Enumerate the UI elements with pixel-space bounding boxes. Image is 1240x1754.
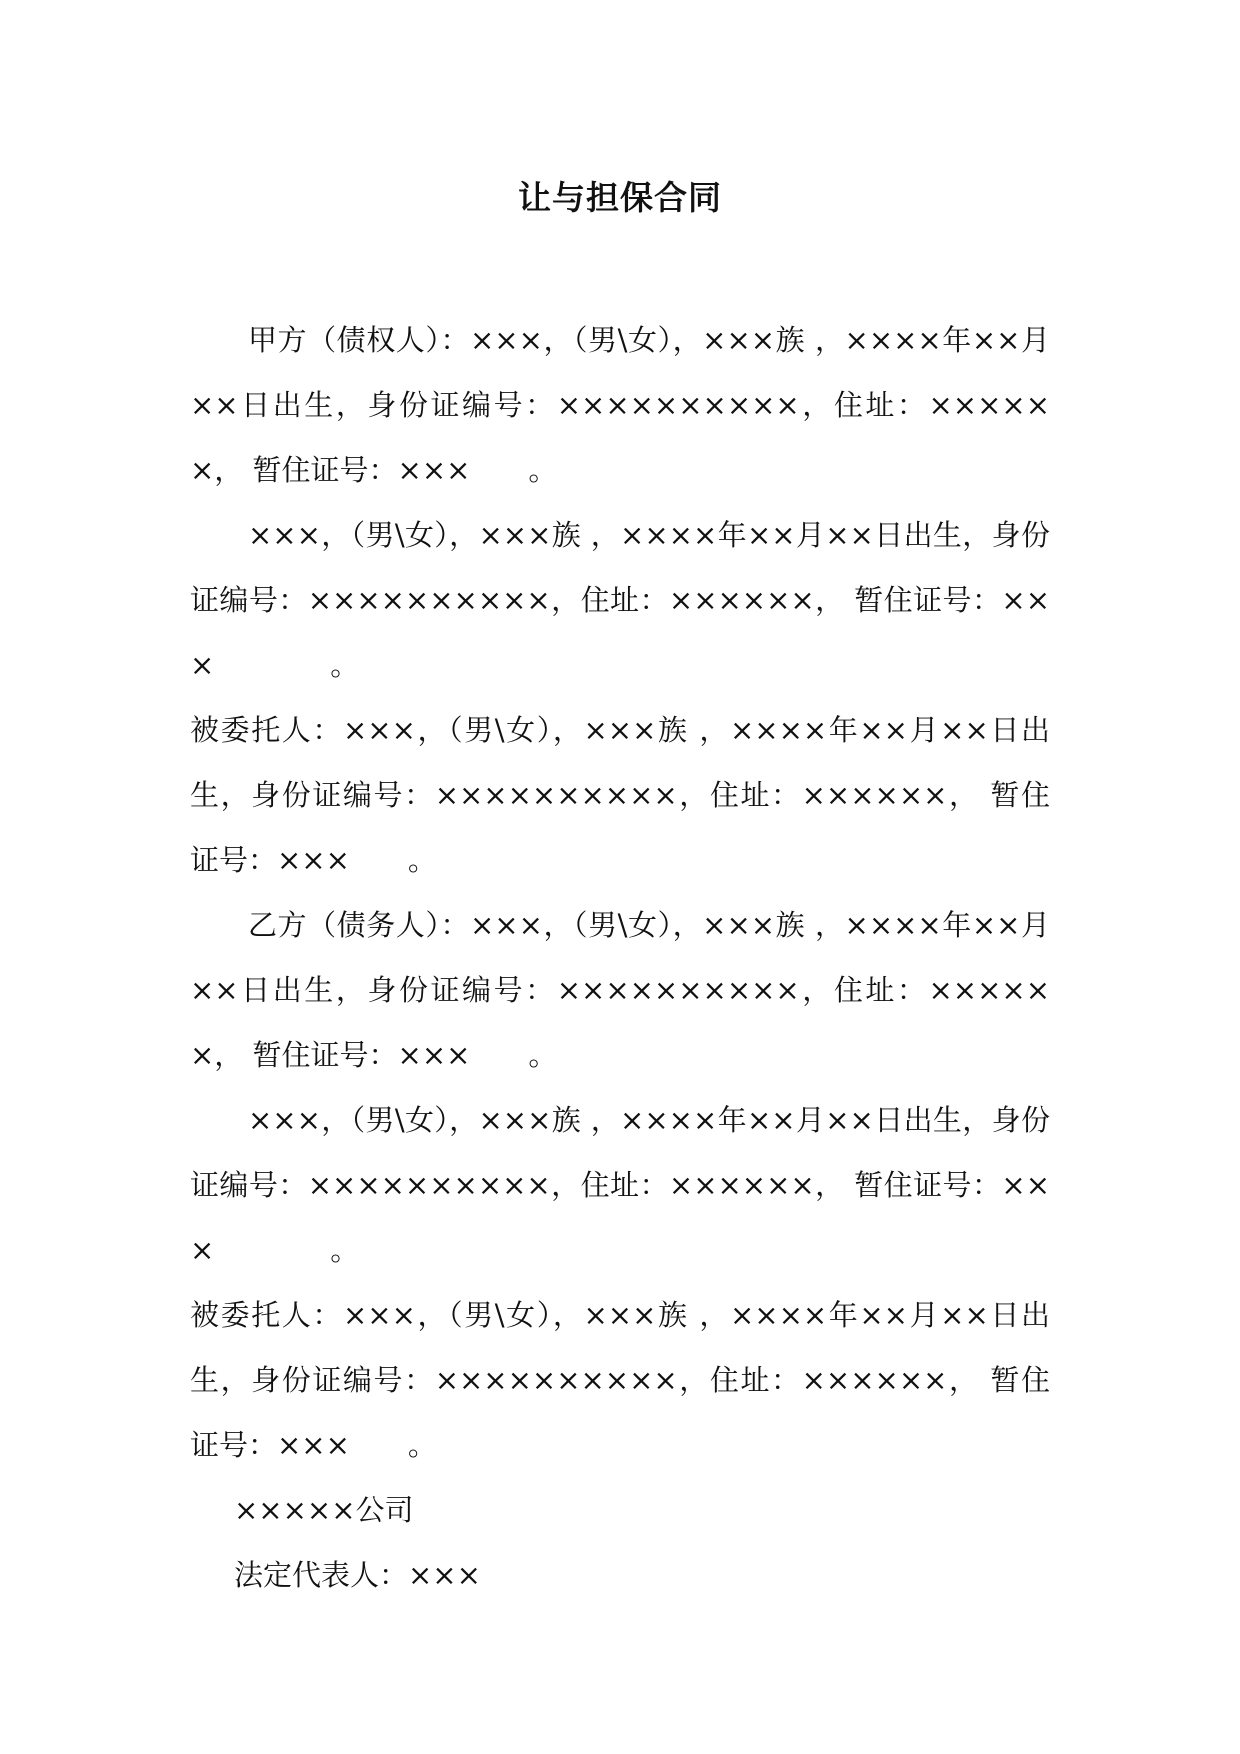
party-a-second-person-paragraph: ×××，（男\女），×××族 ，××××年××月××日出生，身份证编号：××××××××××，住址：××××××， 暂住证号：××× 。 (190, 518, 1050, 682)
party-a-agent-paragraph: 被委托人：×××，（男\女），×××族 ，××××年××月××日出生，身份证编号：××××××××××，住址：××××××， 暂住证号：××× 。 (190, 713, 1050, 877)
document-title: 让与担保合同 (518, 178, 722, 217)
party-b-paragraph: 乙方（债务人）：×××，（男\女），×××族 ，××××年××月××日出生，身份证编号：××××××××××，住址：××××××， 暂住证号：××× 。 (190, 908, 1050, 1072)
company-name: ×××××公司 (234, 1493, 414, 1527)
party-b-second-person-paragraph: ×××，（男\女），×××族 ，××××年××月××日出生，身份证编号：××××××××××，住址：××××××， 暂住证号：××× 。 (190, 1103, 1050, 1267)
party-b-agent-paragraph: 被委托人：×××，（男\女），×××族 ，××××年××月××日出生，身份证编号：××××××××××，住址：××××××， 暂住证号：××× 。 (190, 1298, 1050, 1462)
party-a-paragraph: 甲方（债权人）：×××，（男\女），×××族 ，××××年××月××日出生，身份证编号：××××××××××，住址：××××××， 暂住证号：××× 。 (190, 323, 1050, 487)
legal-representative: 法定代表人：××× (234, 1558, 481, 1592)
document-body (190, 308, 1050, 1608)
